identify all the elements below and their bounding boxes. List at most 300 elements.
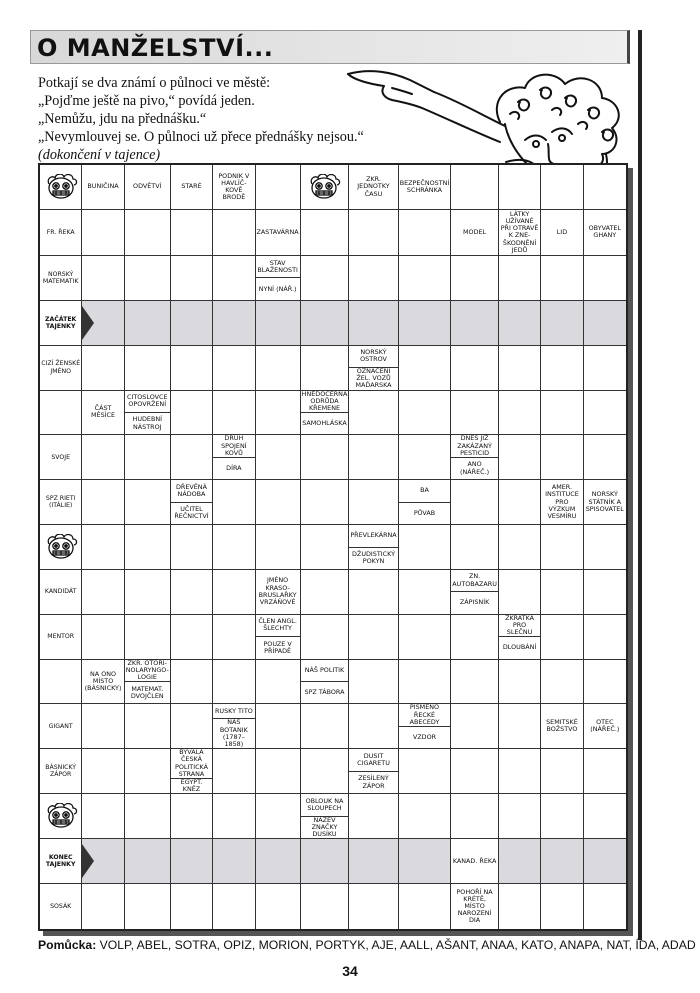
clue-text: OBLOUK NA SLOUPECH — [301, 794, 349, 816]
clue-text: PÍSMENO ŘECKÉ ABECEDY — [399, 704, 451, 727]
answer-cell[interactable] — [584, 346, 626, 391]
clue-cell — [213, 435, 255, 480]
clue-text: CIZÍ ŽENSKÉ JMÉNO — [41, 360, 81, 375]
answer-cell[interactable] — [541, 660, 583, 705]
answer-cell[interactable] — [125, 839, 171, 884]
answer-cell[interactable] — [171, 346, 213, 391]
clue-cell — [40, 480, 82, 525]
grimacing-face-icon — [40, 794, 82, 839]
answer-cell[interactable] — [499, 165, 541, 210]
answer-cell[interactable] — [499, 794, 541, 839]
answer-cell[interactable] — [82, 525, 124, 570]
answer-cell[interactable] — [301, 839, 350, 884]
clue-text: ZKRATKA PRO SLEČNU — [499, 615, 540, 638]
clue-cell — [40, 256, 82, 301]
clue-text: NÁŠ BOTANIK (1787–1858) — [219, 718, 248, 749]
answer-cell[interactable] — [451, 794, 499, 839]
clue-text: POHOŘÍ NA KRÉTĚ, MÍSTO NAROZENÍ DIA — [456, 887, 493, 925]
answer-cell[interactable] — [256, 749, 301, 794]
answer-cell[interactable] — [541, 391, 583, 436]
answer-cell[interactable] — [256, 794, 301, 839]
clue-text: NÁZEV ZNAČKY DUSÍKU — [311, 815, 338, 839]
answer-cell[interactable] — [399, 794, 452, 839]
answer-cell[interactable] — [584, 435, 626, 480]
clue-cell — [349, 525, 398, 570]
answer-cell[interactable] — [301, 884, 350, 929]
answer-cell[interactable] — [499, 256, 541, 301]
answer-cell[interactable] — [584, 301, 626, 346]
clue-text: GIGANT — [48, 722, 73, 730]
clue-text: FR. ŘEKA — [46, 228, 75, 236]
clue-text: SEMITSKÉ BOŽSTVO — [546, 718, 578, 734]
answer-cell[interactable] — [213, 839, 255, 884]
answer-cell[interactable] — [256, 391, 301, 436]
answer-cell[interactable] — [301, 301, 350, 346]
clue-cell — [301, 391, 350, 436]
clue-text: DÍRA — [226, 464, 242, 473]
clue-cell — [82, 165, 124, 210]
answer-cell[interactable] — [349, 301, 398, 346]
answer-cell[interactable] — [451, 660, 499, 705]
answer-cell[interactable] — [256, 839, 301, 884]
answer-cell[interactable] — [349, 210, 398, 256]
answer-cell[interactable] — [451, 165, 499, 210]
clue-text: SAMOHLÁSKA — [302, 419, 347, 428]
clue-cell — [40, 615, 82, 660]
clue-cell — [499, 210, 541, 256]
clue-cell — [451, 839, 499, 884]
clue-text: ZESÍLENÝ ZÁPOR — [358, 774, 389, 790]
answer-cell[interactable] — [541, 749, 583, 794]
answer-cell[interactable] — [451, 525, 499, 570]
answer-cell[interactable] — [399, 256, 452, 301]
clue-cell — [213, 165, 255, 210]
clue-text: BÁSNICKÝ ZÁPOR — [45, 764, 77, 779]
clue-cell — [349, 346, 398, 391]
answer-cell[interactable] — [349, 435, 398, 480]
clue-text: UČITEL ŘEČNICTVÍ — [174, 505, 209, 521]
answer-cell[interactable] — [499, 839, 541, 884]
answer-cell[interactable] — [301, 210, 350, 256]
clue-text: BÝVALÁ ČESKÁ POLITICKÁ STRANA — [171, 749, 212, 779]
clue-cell — [499, 615, 541, 660]
answer-cell[interactable] — [499, 301, 541, 346]
answer-cell[interactable] — [584, 794, 626, 839]
answer-cell[interactable] — [541, 256, 583, 301]
clue-text: ANO (NÁŘEČ.) — [460, 460, 490, 476]
answer-cell[interactable] — [40, 660, 82, 705]
answer-cell[interactable] — [171, 884, 213, 929]
clue-text: NYNÍ (NÁŘ.) — [258, 284, 297, 293]
clue-text: ZN. AUTOBAZARU — [451, 570, 498, 592]
answer-cell[interactable] — [541, 839, 583, 884]
crossword-grid — [38, 163, 628, 931]
clue-cell — [40, 884, 82, 929]
clue-cell — [40, 435, 82, 480]
answer-cell[interactable] — [349, 570, 398, 615]
answer-cell[interactable] — [213, 391, 255, 436]
answer-cell[interactable] — [399, 749, 452, 794]
answer-cell[interactable] — [125, 525, 171, 570]
clue-cell — [40, 749, 82, 794]
answer-cell[interactable] — [82, 346, 124, 391]
answer-cell[interactable] — [541, 570, 583, 615]
clue-text: NORSKÝ STÁTNÍK A SPISOVATEL — [585, 490, 624, 513]
answer-cell[interactable] — [301, 749, 350, 794]
clue-cell — [399, 480, 452, 525]
answer-cell[interactable] — [125, 346, 171, 391]
answer-cell[interactable] — [349, 839, 398, 884]
clue-text: ČLEN ANGL. ŠLECHTY — [256, 615, 300, 637]
joke-line: „Nemůžu, jdu na přednášku.“ — [38, 111, 207, 127]
answer-cell[interactable] — [541, 884, 583, 929]
answer-cell[interactable] — [171, 660, 213, 705]
answer-cell[interactable] — [213, 525, 255, 570]
clue-text: MENTOR — [47, 633, 75, 641]
answer-cell[interactable] — [82, 794, 124, 839]
answer-cell[interactable] — [213, 749, 255, 794]
answer-cell[interactable] — [399, 884, 452, 929]
answer-cell[interactable] — [584, 570, 626, 615]
clue-text: MATEMAT. DVOJČLEN — [130, 684, 164, 700]
answer-cell[interactable] — [451, 256, 499, 301]
clue-text: ODVĚTVÍ — [133, 182, 162, 191]
clue-text: LID — [556, 227, 568, 236]
answer-cell[interactable] — [256, 660, 301, 705]
answer-cell[interactable] — [213, 256, 255, 301]
clue-text: MODEL — [463, 227, 487, 236]
answer-cell[interactable] — [499, 391, 541, 436]
clue-cell — [40, 301, 82, 346]
answer-cell[interactable] — [584, 256, 626, 301]
answer-cell[interactable] — [499, 525, 541, 570]
answer-cell[interactable] — [349, 704, 398, 749]
answer-cell[interactable] — [541, 165, 583, 210]
clue-cell — [256, 570, 301, 615]
title-bar — [30, 30, 630, 64]
answer-cell[interactable] — [399, 570, 452, 615]
answer-cell[interactable] — [349, 480, 398, 525]
clue-text: HNĚDOČERNÁ ODRŮDA KŘEMENE — [301, 389, 348, 412]
answer-cell[interactable] — [125, 256, 171, 301]
clue-text: DŘEVĚNÁ NÁDOBA — [171, 480, 212, 502]
answer-cell[interactable] — [171, 210, 213, 256]
clue-text: LÁTKY UŽÍVANÉ PŘI OTRAVĚ K ZNE-ŠKODNĚNÍ JEDŮ — [500, 209, 539, 254]
answer-cell[interactable] — [82, 256, 124, 301]
clue-text: KONEC TAJENKY — [45, 854, 76, 869]
answer-cell[interactable] — [499, 704, 541, 749]
answer-cell[interactable] — [499, 749, 541, 794]
answer-cell[interactable] — [171, 615, 213, 660]
clue-text: OTEC (NÁŘEČ.) — [590, 718, 620, 734]
answer-cell[interactable] — [82, 704, 124, 749]
clue-text: NORSKÝ MATEMATIK — [42, 270, 79, 285]
answer-cell[interactable] — [82, 570, 124, 615]
answer-cell[interactable] — [499, 435, 541, 480]
answer-cell[interactable] — [584, 165, 626, 210]
answer-cell[interactable] — [256, 301, 301, 346]
answer-cell[interactable] — [349, 391, 398, 436]
clue-cell — [125, 660, 171, 705]
clue-text: KANAD. ŘEKA — [452, 856, 497, 865]
clue-cell — [125, 391, 171, 436]
answer-cell[interactable] — [301, 615, 350, 660]
answer-cell[interactable] — [256, 435, 301, 480]
clue-cell — [40, 704, 82, 749]
hint-line — [38, 938, 696, 952]
grimacing-face-icon — [40, 165, 82, 210]
clue-text: PŘEVLEKÁRNA — [349, 525, 397, 547]
answer-cell[interactable] — [541, 525, 583, 570]
page-title: O MANŽELSTVÍ... — [37, 34, 274, 62]
clue-cell — [82, 391, 124, 436]
answer-cell[interactable] — [171, 525, 213, 570]
clue-cell — [40, 570, 82, 615]
clue-cell — [256, 210, 301, 256]
clue-text: BEZPEČNOSTNÍ SCHRÁNKA — [399, 178, 450, 194]
answer-cell[interactable] — [256, 480, 301, 525]
answer-cell[interactable] — [301, 256, 350, 301]
clue-cell — [541, 480, 583, 525]
answer-cell[interactable] — [399, 525, 452, 570]
clue-cell — [451, 210, 499, 256]
clue-cell — [171, 165, 213, 210]
clue-text: STARÉ — [181, 182, 202, 191]
answer-cell[interactable] — [171, 704, 213, 749]
answer-cell[interactable] — [171, 435, 213, 480]
clue-cell — [213, 704, 255, 749]
answer-cell[interactable] — [125, 615, 171, 660]
answer-cell[interactable] — [82, 749, 124, 794]
answer-cell[interactable] — [451, 704, 499, 749]
clue-text: NA ONO MÍSTO (BÁSNICKY) — [84, 669, 122, 693]
answer-cell[interactable] — [349, 615, 398, 660]
answer-cell[interactable] — [40, 391, 82, 436]
hint-words: VOLP, ABEL, SOTRA, OPIZ, MORION, PORTYK, AJE, AALL, AŠANT, ANAA, KATO, ANAPA, NAT, ÍDA, ADAD — [99, 938, 696, 952]
answer-cell[interactable] — [451, 749, 499, 794]
answer-cell[interactable] — [171, 839, 213, 884]
clue-text: POUZE V PŘÍPADĚ — [263, 639, 292, 655]
clue-text: OZNAČENÍ ŽEL. VOZŮ MAĎARSKA — [355, 366, 392, 390]
clue-text: ZÁPISNÍK — [459, 598, 490, 607]
clue-text: RUSKY TITO — [213, 704, 254, 719]
answer-cell[interactable] — [171, 256, 213, 301]
answer-cell[interactable] — [256, 704, 301, 749]
joke-text — [38, 74, 364, 164]
answer-cell[interactable] — [541, 435, 583, 480]
answer-cell[interactable] — [451, 480, 499, 525]
clue-text: SPZ RIETI (ITÁLIE) — [45, 494, 76, 510]
answer-cell[interactable] — [349, 794, 398, 839]
clue-text: DNES JIŽ ZAKÁZANÝ PESTICID — [451, 435, 498, 458]
clue-cell — [451, 884, 499, 929]
clue-text: BUNIČINA — [87, 182, 119, 191]
grimacing-face-icon — [301, 165, 350, 210]
answer-cell[interactable] — [349, 884, 398, 929]
joke-line: „Nevymlouvej se. O půlnoci už přece přednášky nejsou.“ — [38, 129, 364, 145]
answer-cell[interactable] — [301, 480, 350, 525]
joke-line: „Pojďme ještě na pivo,“ povídá jeden. — [38, 93, 255, 109]
answer-cell[interactable] — [213, 660, 255, 705]
clue-text: KANDIDÁT — [44, 588, 77, 596]
clue-text: STAV BLAŽENOSTI — [256, 256, 300, 278]
joke-line: Potkají se dva známí o půlnoci ve městě: — [38, 75, 271, 91]
answer-cell[interactable] — [213, 480, 255, 525]
answer-cell[interactable] — [256, 525, 301, 570]
clue-text: SVOJE — [51, 453, 70, 461]
answer-cell[interactable] — [125, 704, 171, 749]
clue-cell — [256, 256, 301, 301]
clue-text: DUSIT CIGARETU — [349, 749, 397, 772]
answer-cell[interactable] — [499, 660, 541, 705]
answer-cell[interactable] — [171, 301, 213, 346]
clue-cell — [399, 165, 452, 210]
answer-cell[interactable] — [584, 660, 626, 705]
answer-cell[interactable] — [349, 660, 398, 705]
answer-cell[interactable] — [125, 749, 171, 794]
answer-cell[interactable] — [399, 660, 452, 705]
answer-cell[interactable] — [171, 391, 213, 436]
answer-cell[interactable] — [541, 615, 583, 660]
answer-cell[interactable] — [399, 301, 452, 346]
clue-cell — [82, 660, 124, 705]
answer-cell[interactable] — [125, 794, 171, 839]
clue-text: SOSÁK — [50, 902, 72, 910]
clue-cell — [399, 704, 452, 749]
answer-cell[interactable] — [301, 346, 350, 391]
answer-cell[interactable] — [499, 480, 541, 525]
clue-cell — [349, 749, 398, 794]
clue-text: BA — [399, 480, 451, 502]
clue-cell — [40, 839, 82, 884]
answer-cell[interactable] — [125, 480, 171, 525]
answer-cell[interactable] — [451, 615, 499, 660]
answer-cell[interactable] — [451, 301, 499, 346]
page-number: 34 — [342, 963, 358, 979]
tajenka-arrow-icon — [82, 306, 94, 340]
answer-cell[interactable] — [213, 301, 255, 346]
clue-text: DRUH SPOJENÍ KOVŮ — [213, 435, 254, 458]
clue-cell — [584, 480, 626, 525]
answer-cell[interactable] — [499, 884, 541, 929]
answer-cell[interactable] — [82, 210, 124, 256]
clue-cell — [349, 165, 398, 210]
answer-cell[interactable] — [499, 570, 541, 615]
answer-cell[interactable] — [171, 794, 213, 839]
clue-text: HUDEBNÍ NÁSTROJ — [132, 415, 163, 431]
answer-cell[interactable] — [541, 346, 583, 391]
joke-hint: (dokončení v tajence) — [38, 147, 161, 163]
clue-cell — [171, 749, 213, 794]
answer-cell[interactable] — [125, 301, 171, 346]
answer-cell[interactable] — [301, 704, 350, 749]
answer-cell[interactable] — [213, 615, 255, 660]
clue-text: EGYPT. KNĚZ — [180, 778, 203, 794]
clue-text: DŽUDISTICKÝ POKYN — [352, 550, 395, 566]
tajenka-arrow-icon — [82, 844, 94, 878]
answer-cell[interactable] — [256, 884, 301, 929]
clue-cell — [541, 704, 583, 749]
clue-cell — [584, 704, 626, 749]
answer-cell[interactable] — [399, 346, 452, 391]
answer-cell[interactable] — [499, 346, 541, 391]
answer-cell[interactable] — [301, 435, 350, 480]
clue-text: ZASTAVÁRNA — [256, 227, 299, 236]
answer-cell[interactable] — [213, 346, 255, 391]
clue-cell — [40, 346, 82, 391]
hint-label: Pomůcka: — [38, 938, 97, 952]
answer-cell[interactable] — [584, 884, 626, 929]
answer-cell[interactable] — [125, 570, 171, 615]
answer-cell[interactable] — [584, 749, 626, 794]
answer-cell[interactable] — [213, 884, 255, 929]
clue-text: OBYVATEL GHANY — [588, 224, 621, 240]
answer-cell[interactable] — [584, 615, 626, 660]
answer-cell[interactable] — [451, 391, 499, 436]
clue-cell — [451, 570, 499, 615]
answer-cell[interactable] — [399, 210, 452, 256]
answer-cell[interactable] — [213, 210, 255, 256]
clue-text: JMÉNO KRASO-BRUSLAŘKY VRZÁŇOVÉ — [258, 576, 297, 607]
clue-cell — [40, 210, 82, 256]
clue-text: PŮVAB — [413, 508, 436, 517]
answer-cell[interactable] — [451, 346, 499, 391]
answer-cell[interactable] — [125, 210, 171, 256]
answer-cell[interactable] — [171, 570, 213, 615]
clue-text: NORSKÝ OSTROV — [349, 346, 397, 368]
answer-cell[interactable] — [541, 794, 583, 839]
clue-text: ZKR. OTORI-NOLARYNGO-LOGIE — [125, 658, 169, 681]
clue-text: ČÁST MĚSÍCE — [91, 404, 116, 420]
answer-cell[interactable] — [399, 615, 452, 660]
answer-cell[interactable] — [301, 525, 350, 570]
answer-cell[interactable] — [301, 570, 350, 615]
answer-cell[interactable] — [213, 794, 255, 839]
answer-cell[interactable] — [541, 301, 583, 346]
answer-cell[interactable] — [256, 346, 301, 391]
answer-cell[interactable] — [399, 391, 452, 436]
clue-text: SPZ TÁBORA — [304, 688, 345, 697]
clue-cell — [125, 165, 171, 210]
answer-cell[interactable] — [349, 256, 398, 301]
answer-cell[interactable] — [399, 435, 452, 480]
answer-cell[interactable] — [399, 839, 452, 884]
clue-cell — [301, 794, 350, 839]
answer-cell[interactable] — [125, 435, 171, 480]
clue-cell — [256, 615, 301, 660]
answer-cell[interactable] — [584, 525, 626, 570]
answer-cell[interactable] — [82, 884, 124, 929]
answer-cell[interactable] — [256, 165, 301, 210]
clue-cell — [451, 435, 499, 480]
answer-cell[interactable] — [82, 435, 124, 480]
answer-cell[interactable] — [82, 480, 124, 525]
clue-cell — [584, 210, 626, 256]
clue-cell — [301, 660, 350, 705]
answer-cell[interactable] — [125, 884, 171, 929]
clue-text: VZDOR — [412, 733, 437, 742]
clue-text: ZKR. JEDNOTKY ČASU — [357, 175, 390, 198]
grimacing-face-icon — [40, 525, 82, 570]
clue-text: ZAČÁTEK TAJENKY — [44, 315, 77, 330]
answer-cell[interactable] — [82, 615, 124, 660]
answer-cell[interactable] — [213, 570, 255, 615]
answer-cell[interactable] — [584, 391, 626, 436]
clue-text: DLOUBÁNÍ — [502, 643, 537, 652]
answer-cell[interactable] — [584, 839, 626, 884]
clue-cell — [541, 210, 583, 256]
clue-cell — [171, 480, 213, 525]
